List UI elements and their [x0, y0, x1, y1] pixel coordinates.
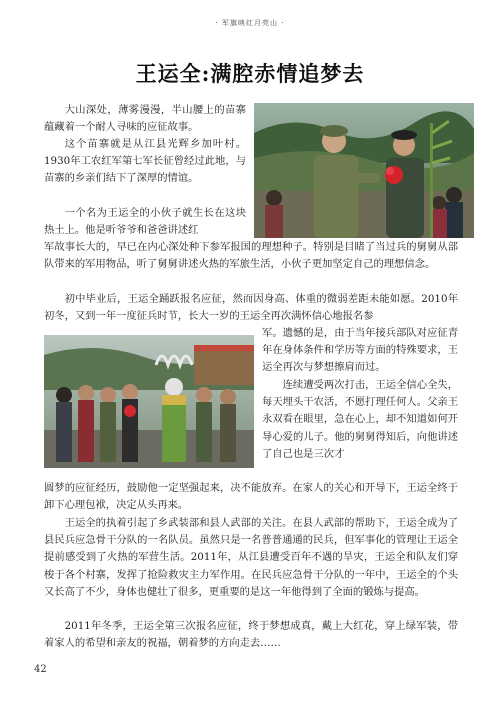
paragraph-2: 这个苗寨就是从江县光辉乡加叶村。1930年工农红军第七军长征曾经过此地，与苗寨的乡亲们结下了深厚的情谊。	[44, 138, 246, 185]
running-head: · 军旗映红月亮山 ·	[215, 19, 285, 27]
paragraph-6: 王运全的执着引起了乡武装部和县人武部的关注。在县人武部的帮助下，王运全成为了县民兵应急骨干分队的一名队员。虽然只是一名普普通通的民兵，但军事化的管理让王运全提前感受到了火热的军营生活。2011年，从江县遭受百年不遇的旱灾，王运全和队友们穿梭于各个村寨，发挥了抢险救灾主力军作用。在民兵应急骨干分队的一年中，王运全的个头又长高了不少，身体也健壮了很多，更重要的是这一年他得到了全面的锻炼与提高。	[44, 517, 458, 598]
photo-villagers-group	[44, 335, 254, 468]
paragraph-4-start: 初中毕业后，王运全踊跃报名应征，然而因身高、体重的微弱差距未能如愿。2010年初冬，又到一年一度征兵时节，长大一岁的王运全再次满怀信心地报名参	[44, 293, 458, 323]
paragraph-3-start: 一个名为王运全的小伙子就生长在这块热土上。他是听爷爷和爸爸讲述红	[44, 207, 246, 237]
paragraph-5-start: 连续遭受两次打击，王运全信心全失，每天埋头干农活，不愿打理任何人。父亲王永双看在眼里，急在心上，却不知道如何开导心爱的儿子。他的舅舅得知后，向他讲述了自己也是三次才	[262, 379, 458, 460]
photo-recruit-ceremony-image	[254, 103, 474, 238]
paragraph-3-continued: 军故事长大的，早已在内心深处种下参军报国的理想种子。特别是目睹了当过兵的舅舅从部队带来的军用物品，听了舅舅讲述火热的军旅生活，小伙子更加坚定自己的理想信念。	[44, 241, 458, 271]
paragraph-5-continued: 圆梦的应征经历，鼓励他一定坚强起来，决不能放弃。在家人的关心和开导下，王运全终于卸下心理包袱，决定从头再来。	[44, 482, 458, 512]
photo-villagers-group-image	[44, 335, 254, 468]
page-number: 42	[34, 664, 47, 675]
paragraph-1: 大山深处，薄雾漫漫，半山腰上的苗寨蕴藏着一个耐人寻味的应征故事。	[44, 104, 246, 134]
article-title: 王运全:满腔赤情追梦去	[135, 61, 365, 86]
paragraph-4-continued: 军。遗憾的是，由于当年接兵部队对应征青年在身体条件和学历等方面的特殊要求，王运全再次与梦想擦肩而过。	[262, 327, 458, 374]
photo-recruit-ceremony	[254, 103, 474, 238]
paragraph-7: 2011年冬季，王运全第三次报名应征，终于梦想成真，戴上大红花，穿上绿军装，带着家人的希望和亲友的祝福，朝着梦的方向走去……	[44, 620, 458, 650]
